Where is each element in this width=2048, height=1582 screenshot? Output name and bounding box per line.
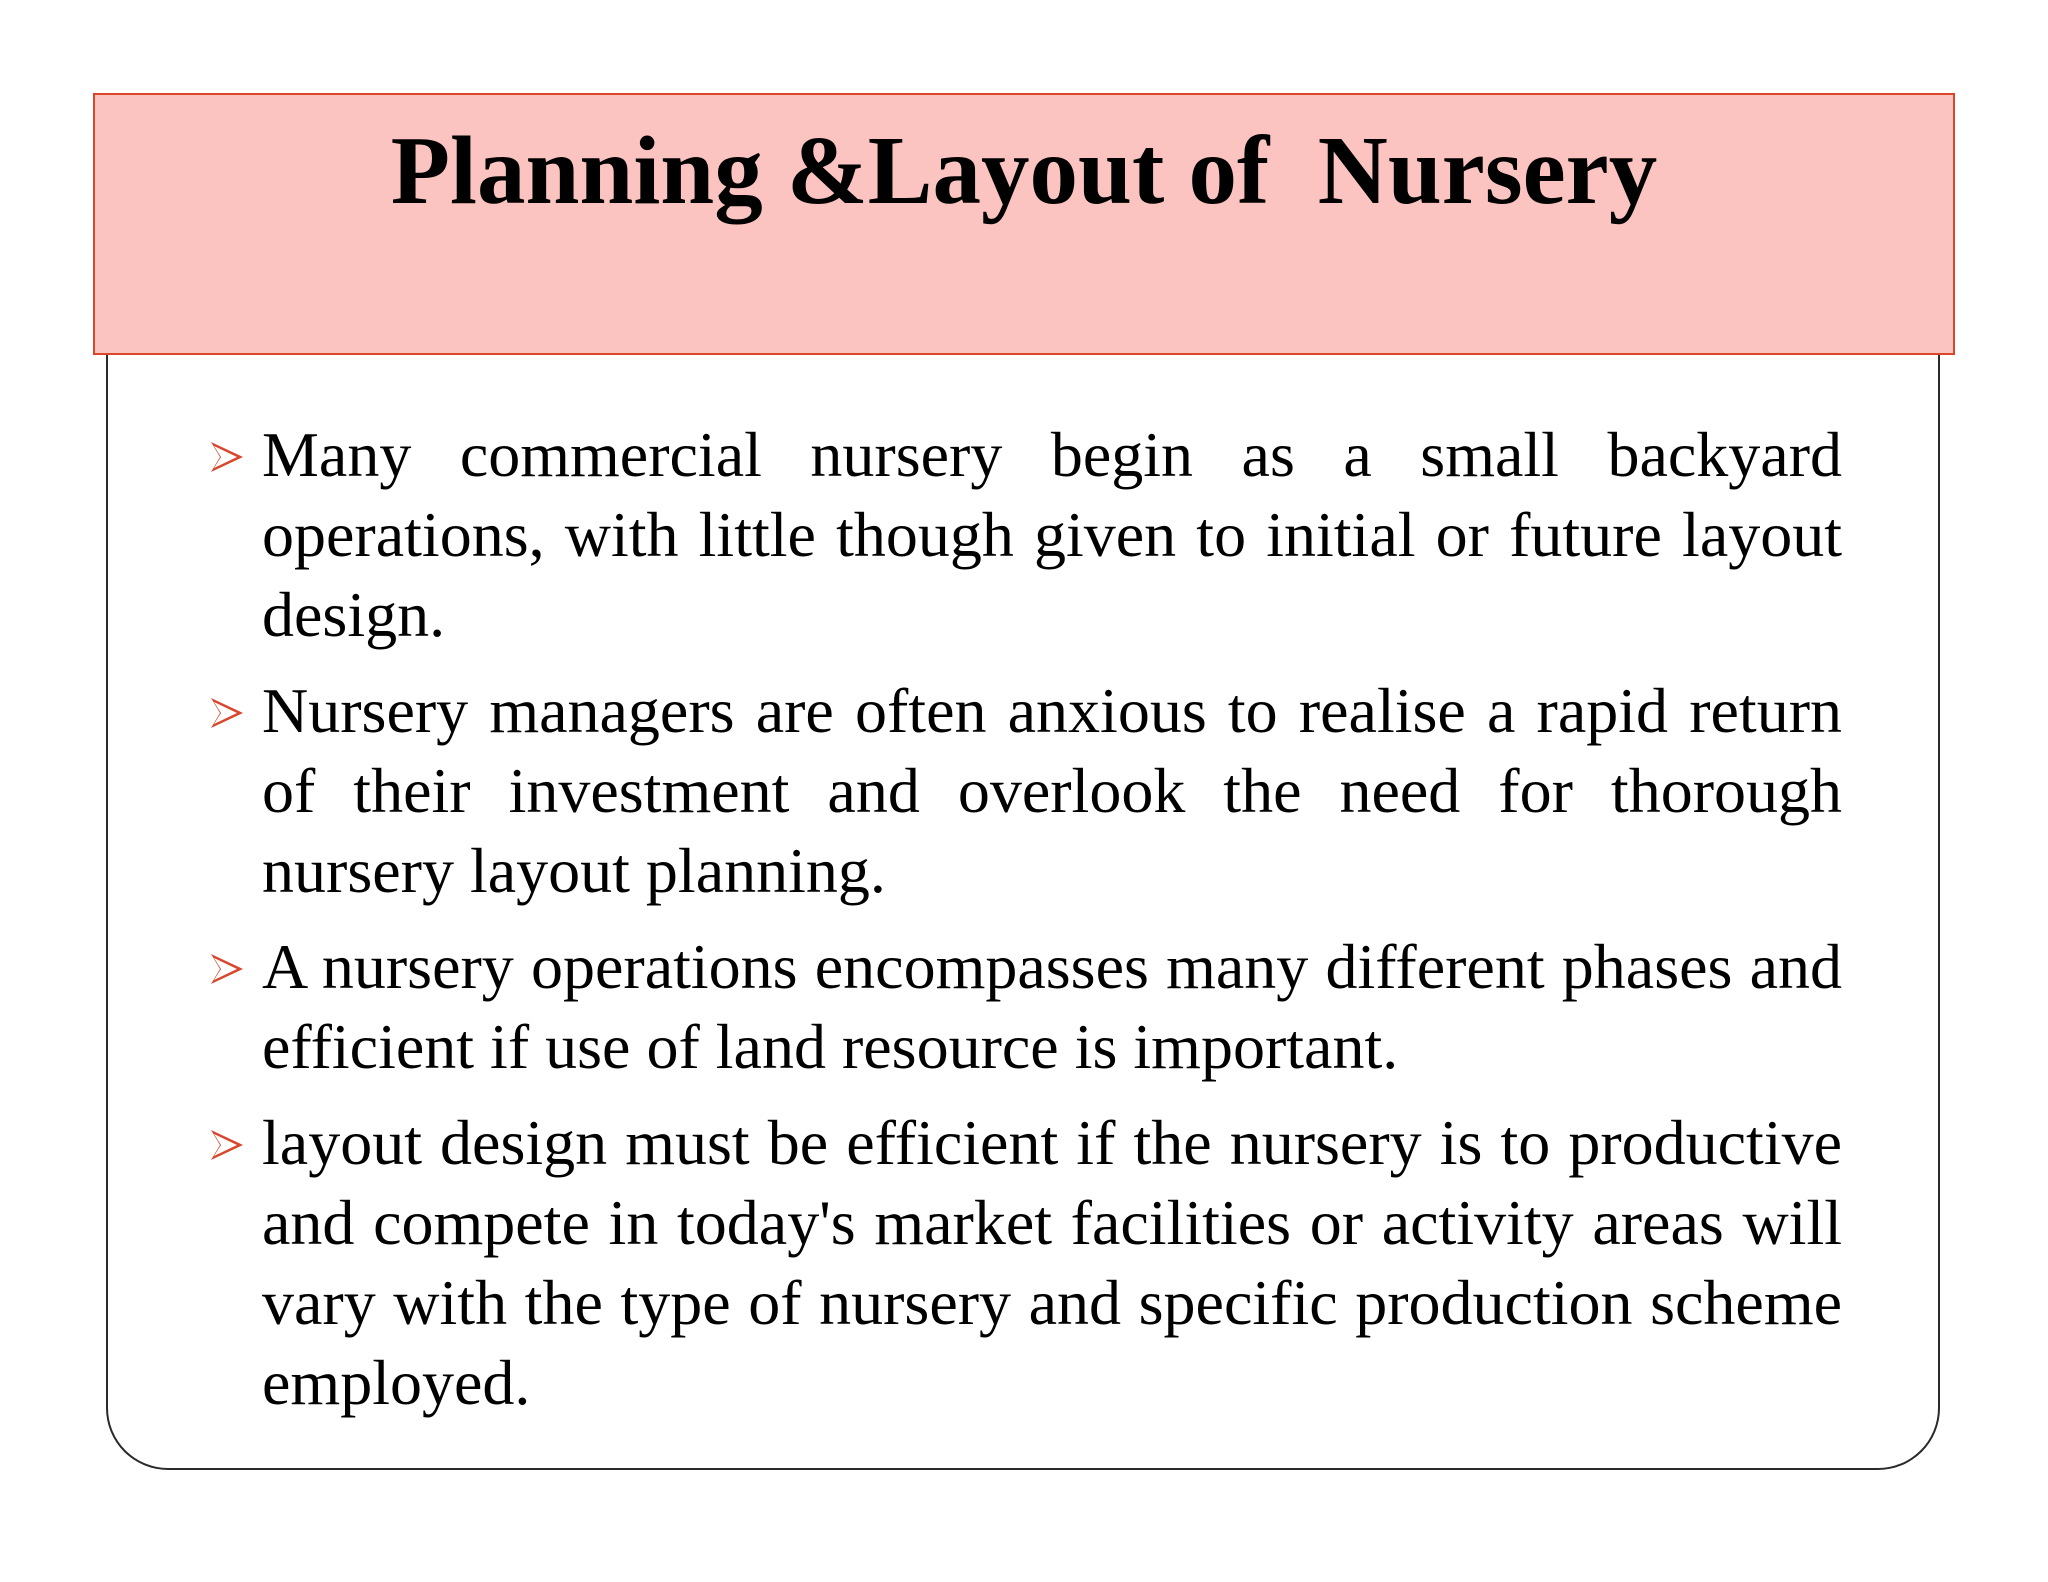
title-banner (93, 93, 1955, 355)
arrow-bullet-icon (209, 695, 245, 731)
slide-title: Planning &Layout of Nursery (390, 117, 1658, 224)
arrow-bullet-icon (209, 1127, 245, 1163)
bullet-item (205, 415, 1842, 655)
bullet-list (205, 415, 1842, 1439)
bullet-text: layout design must be efficient if the nursery is to productive and compete in today's market facilities or activity areas will vary with the type of nursery and specific production scheme employed. (262, 1107, 1842, 1418)
bullet-item (205, 927, 1842, 1087)
bullet-text: A nursery operations encompasses many different phases and efficient if use of land resource is important. (262, 931, 1842, 1082)
bullet-text: Nursery managers are often anxious to realise a rapid return of their investment and overlook the need for thorough nursery layout planning. (262, 675, 1842, 906)
bullet-item (205, 1103, 1842, 1423)
bullet-text: Many commercial nursery begin as a small backyard operations, with little though given to initial or future layout design. (262, 419, 1842, 650)
arrow-bullet-icon (209, 951, 245, 987)
bullet-item (205, 671, 1842, 911)
arrow-bullet-icon (209, 439, 245, 475)
